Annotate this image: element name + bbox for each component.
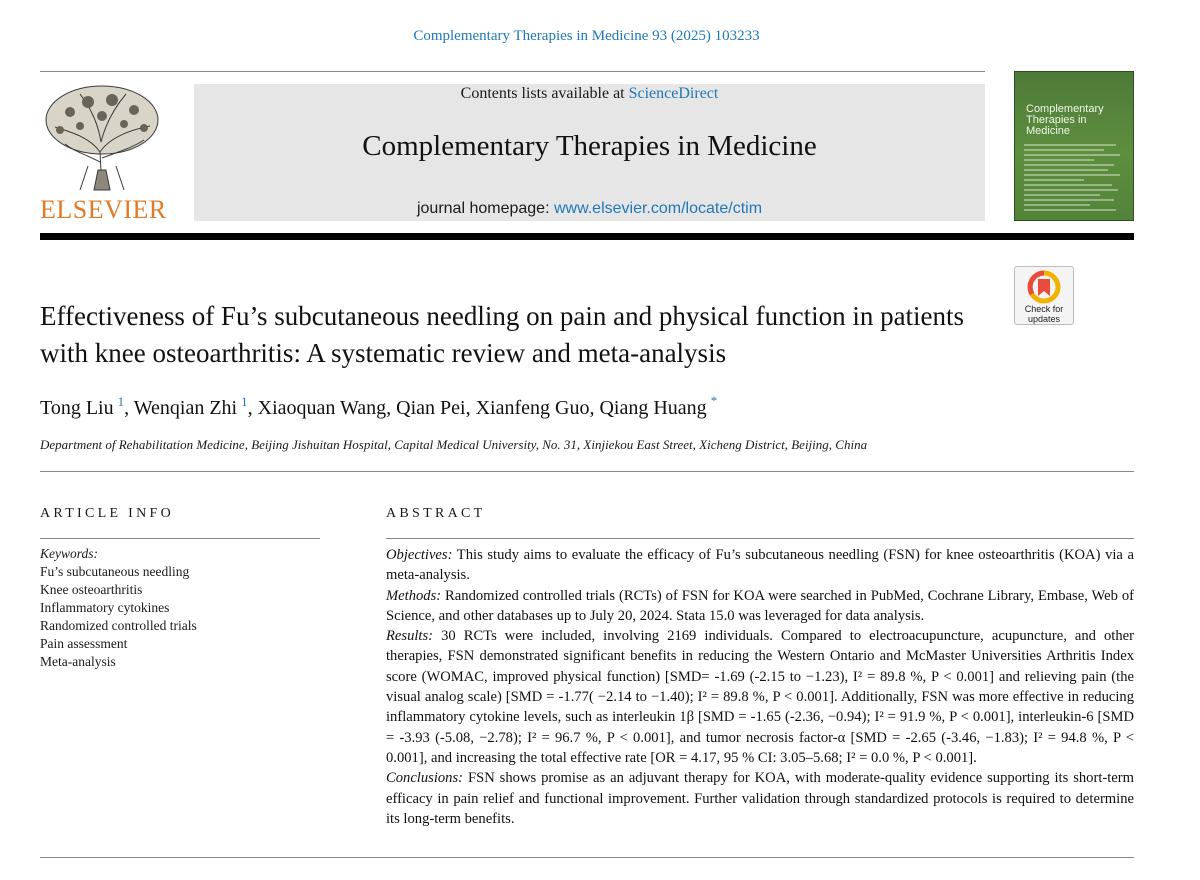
keyword-item: Inflammatory cytokines: [40, 600, 170, 615]
header-divider: [40, 233, 1134, 240]
divider: [40, 857, 1134, 858]
check-updates-line2: updates: [1027, 314, 1061, 324]
keyword-item: Fu’s subcutaneous needling: [40, 564, 190, 579]
abstract-results: [386, 626, 1134, 768]
journal-name[interactable]: Complementary Therapies in Medicine: [362, 130, 817, 162]
author-name[interactable]: Xiaoquan Wang: [257, 397, 387, 419]
keyword-item: Randomized controlled trials: [40, 618, 197, 633]
author-name[interactable]: Qian Pei: [396, 397, 466, 419]
author-name[interactable]: Xianfeng Guo: [475, 397, 590, 419]
article-info-heading: ARTICLE INFO: [40, 506, 175, 521]
affiliation: Department of Rehabilitation Medicine, Beijing Jishuitan Hospital, Capital Medical University, No. 31, Xinjiekou East Street, Xicheng District, Beijing, China: [40, 437, 868, 452]
divider: [40, 471, 1134, 472]
journal-homepage-link[interactable]: www.elsevier.com/locate/ctim: [553, 200, 763, 217]
abstract-conclusions: [386, 768, 1134, 829]
divider: [386, 538, 1134, 539]
homepage-line: [194, 200, 985, 218]
methods-text: Randomized controlled trials (RCTs) of FSN for KOA were searched in PubMed, Cochrane Library, Embase, Web of Science, and other databases up to July 20, 2024. Stata 15.0 was leveraged for data analysis.: [386, 587, 1134, 624]
elsevier-wordmark: ELSEVIER: [40, 195, 167, 224]
keywords-label: Keywords:: [40, 546, 98, 561]
journal-cover[interactable]: [1014, 71, 1134, 221]
cover-title: Complementary Therapies in Medicine: [1026, 103, 1104, 137]
abstract-body: [386, 545, 1134, 829]
results-text: 30 RCTs were included, involving 2169 individuals. Compared to electroacupuncture, acupuncture, and other therapies, FSN demonstrated significant benefits in reducing the Western Ontario and McMaster Universities Arthritis Index score (WOMAC, improved physical function) [SMD= -1.69 (-2.15 to −1.23), I² = 89.8 %, P < 0.001] and relieving pain (the visual analog scale) [SMD = -1.77( −2.14 to −1.40); I² = 89.8 %, P < 0.001]. Additionally, FSN was more effective in reducing inflammatory cytokine levels, such as interleukin 1β [SMD = -1.65 (-2.36, −0.94); I² = 91.9 %, P < 0.001], interleukin-6 [SMD = -3.93 (-5.08, −2.78); I² = 96.7 %, P < 0.001], and tumor necrosis factor-α [SMD = -2.65 (-3.46, −1.83); I² = 94.8 %, P < 0.001], and increasing the total effective rate [OR = 4.17, 95 % CI: 3.05–5.68; I² = 0.0 %, P < 0.001].: [386, 628, 1134, 766]
affiliation-mark[interactable]: 1: [241, 394, 248, 409]
homepage-prefix: journal homepage:: [416, 200, 554, 217]
author-name[interactable]: Tong Liu: [40, 397, 114, 419]
methods-label: Methods:: [386, 587, 442, 604]
cover-toc-lines: [1024, 144, 1124, 214]
keyword-item: Meta-analysis: [40, 654, 116, 669]
objectives-text: This study aims to evaluate the efficacy of Fu’s subcutaneous needling (FSN) for knee osteoarthritis (KOA) via a meta-analysis.: [386, 547, 1134, 584]
article-title: Effectiveness of Fu’s subcutaneous needling on pain and physical function in patients with knee osteoarthritis: A systematic review and meta-analysis: [40, 301, 965, 368]
author-list: Tong Liu $^1$, Wenqian Zhi $^1$, Xiaoquan Wang, Qian Pei, Xianfeng Guo, Qiang Huang *: [40, 393, 718, 419]
divider: [40, 538, 320, 539]
journal-banner: [194, 84, 985, 221]
abstract-heading: ABSTRACT: [386, 506, 486, 521]
keywords-list: [40, 545, 320, 671]
corresponding-author-mark[interactable]: *: [710, 393, 718, 408]
abstract-objectives: [386, 545, 1134, 586]
journal-citation[interactable]: Complementary Therapies in Medicine 93 (2025) 103233: [413, 28, 760, 44]
author-name[interactable]: Wenqian Zhi: [133, 397, 238, 419]
keyword-item: Pain assessment: [40, 636, 128, 651]
contents-prefix: Contents lists available at: [460, 85, 629, 102]
conclusions-label: Conclusions:: [386, 770, 464, 787]
sciencedirect-link[interactable]: ScienceDirect: [628, 85, 719, 102]
conclusions-text: FSN shows promise as an adjuvant therapy for KOA, with moderate-quality evidence supporting its short-term efficacy in pain relief and functional improvement. Further validation through standardized protocols is required to determine its long-term benefits.: [386, 770, 1134, 827]
author-name[interactable]: Qiang Huang: [599, 397, 707, 419]
check-updates-icon: [1027, 270, 1061, 304]
divider: [40, 71, 985, 72]
abstract-methods: [386, 586, 1134, 627]
elsevier-logo[interactable]: [40, 82, 165, 224]
results-label: Results:: [386, 628, 434, 645]
affiliation-mark[interactable]: 1: [117, 394, 125, 409]
objectives-label: Objectives:: [386, 547, 453, 563]
check-for-updates-button[interactable]: [1014, 266, 1074, 325]
keyword-item: Knee osteoarthritis: [40, 582, 143, 597]
contents-line: [194, 85, 985, 103]
elsevier-tree-icon: [40, 82, 165, 194]
check-updates-line1: Check for: [1024, 304, 1064, 314]
